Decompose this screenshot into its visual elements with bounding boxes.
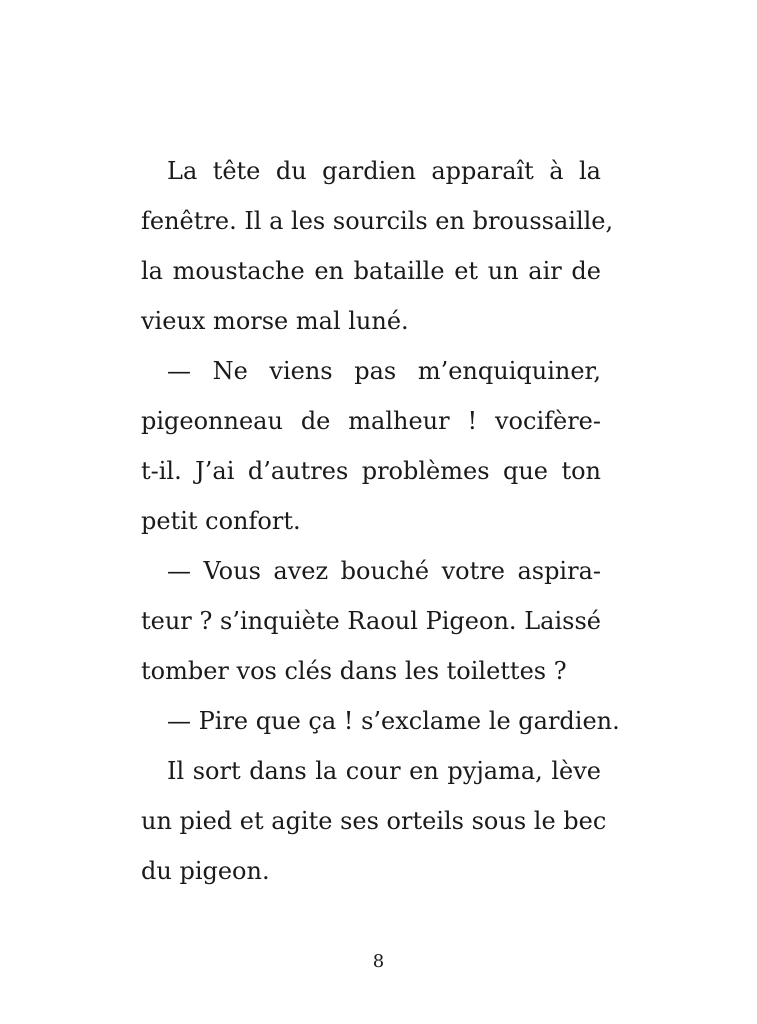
- text-line: la moustache en bataille et un air de: [141, 257, 601, 285]
- text-line: un pied et agite ses orteils sous le bec: [141, 807, 607, 835]
- text-line: La tête du gardien apparaît à la: [167, 157, 601, 185]
- text-line: — Pire que ça ! s’exclame le gardien.: [167, 707, 620, 735]
- text-line: petit confort.: [141, 507, 301, 535]
- text-line: du pigeon.: [141, 857, 270, 885]
- body-text: [141, 146, 620, 896]
- text-line: — Vous avez bouché votre aspira-: [167, 557, 601, 585]
- text-line: Il sort dans la cour en pyjama, lève: [167, 757, 601, 785]
- text-line: teur ? s’inquiète Raoul Pigeon. Laissé: [141, 607, 601, 635]
- text-line: tomber vos clés dans les toilettes ?: [141, 657, 567, 685]
- page-number: 8: [372, 951, 385, 972]
- text-line: fenêtre. Il a les sourcils en broussaille,: [141, 207, 614, 235]
- text-line: t-il. J’ai d’autres problèmes que ton: [141, 457, 601, 485]
- text-line: vieux morse mal luné.: [141, 307, 409, 335]
- text-line: pigeonneau de malheur ! vocifère-: [141, 407, 601, 435]
- text-line: — Ne viens pas m’enquiquiner,: [167, 357, 601, 385]
